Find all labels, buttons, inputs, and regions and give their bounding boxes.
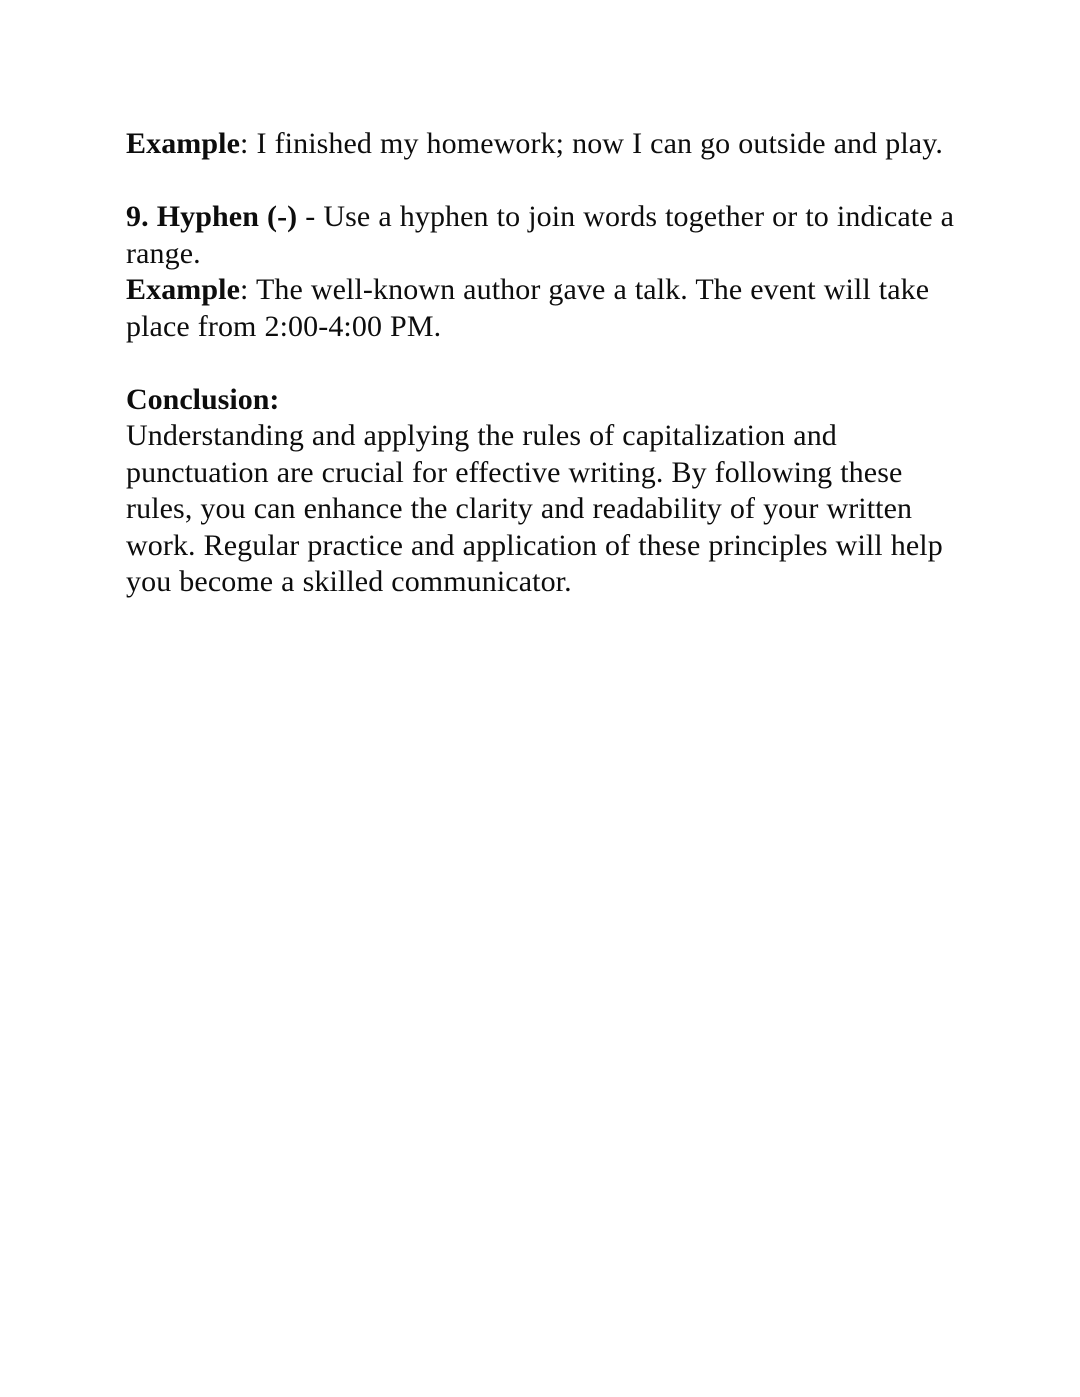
paragraph-spacer-1 bbox=[126, 163, 956, 200]
rule-nine-label: 9. Hyphen (-) bbox=[126, 200, 298, 233]
example-label-hyphen: Example bbox=[126, 273, 241, 306]
example-text-semicolon: : I finished my homework; now I can go outside and play. bbox=[240, 127, 943, 160]
document-text-column bbox=[126, 126, 956, 601]
conclusion-heading: Conclusion: bbox=[126, 382, 280, 416]
paragraph-example-semicolon bbox=[126, 126, 956, 163]
paragraph-spacer-2 bbox=[126, 345, 956, 382]
rule-nine-text: - Use a hyphen to join words together or to indicate a range. bbox=[126, 200, 955, 270]
example-text-hyphen: : The well-known author gave a talk. The event will take place from 2:00-4:00 PM. bbox=[126, 273, 930, 343]
paragraph-example-hyphen bbox=[126, 272, 956, 345]
example-label-semicolon: Example bbox=[126, 127, 241, 160]
paragraph-conclusion-body: Understanding and applying the rules of capitalization and punctuation are crucial for effective writing. By following these rules, you can enhance the clarity and readability of your written work. Regular practice and application of these principles will help you become a skilled communicator. bbox=[126, 419, 943, 598]
paragraph-rule-nine bbox=[126, 199, 956, 272]
